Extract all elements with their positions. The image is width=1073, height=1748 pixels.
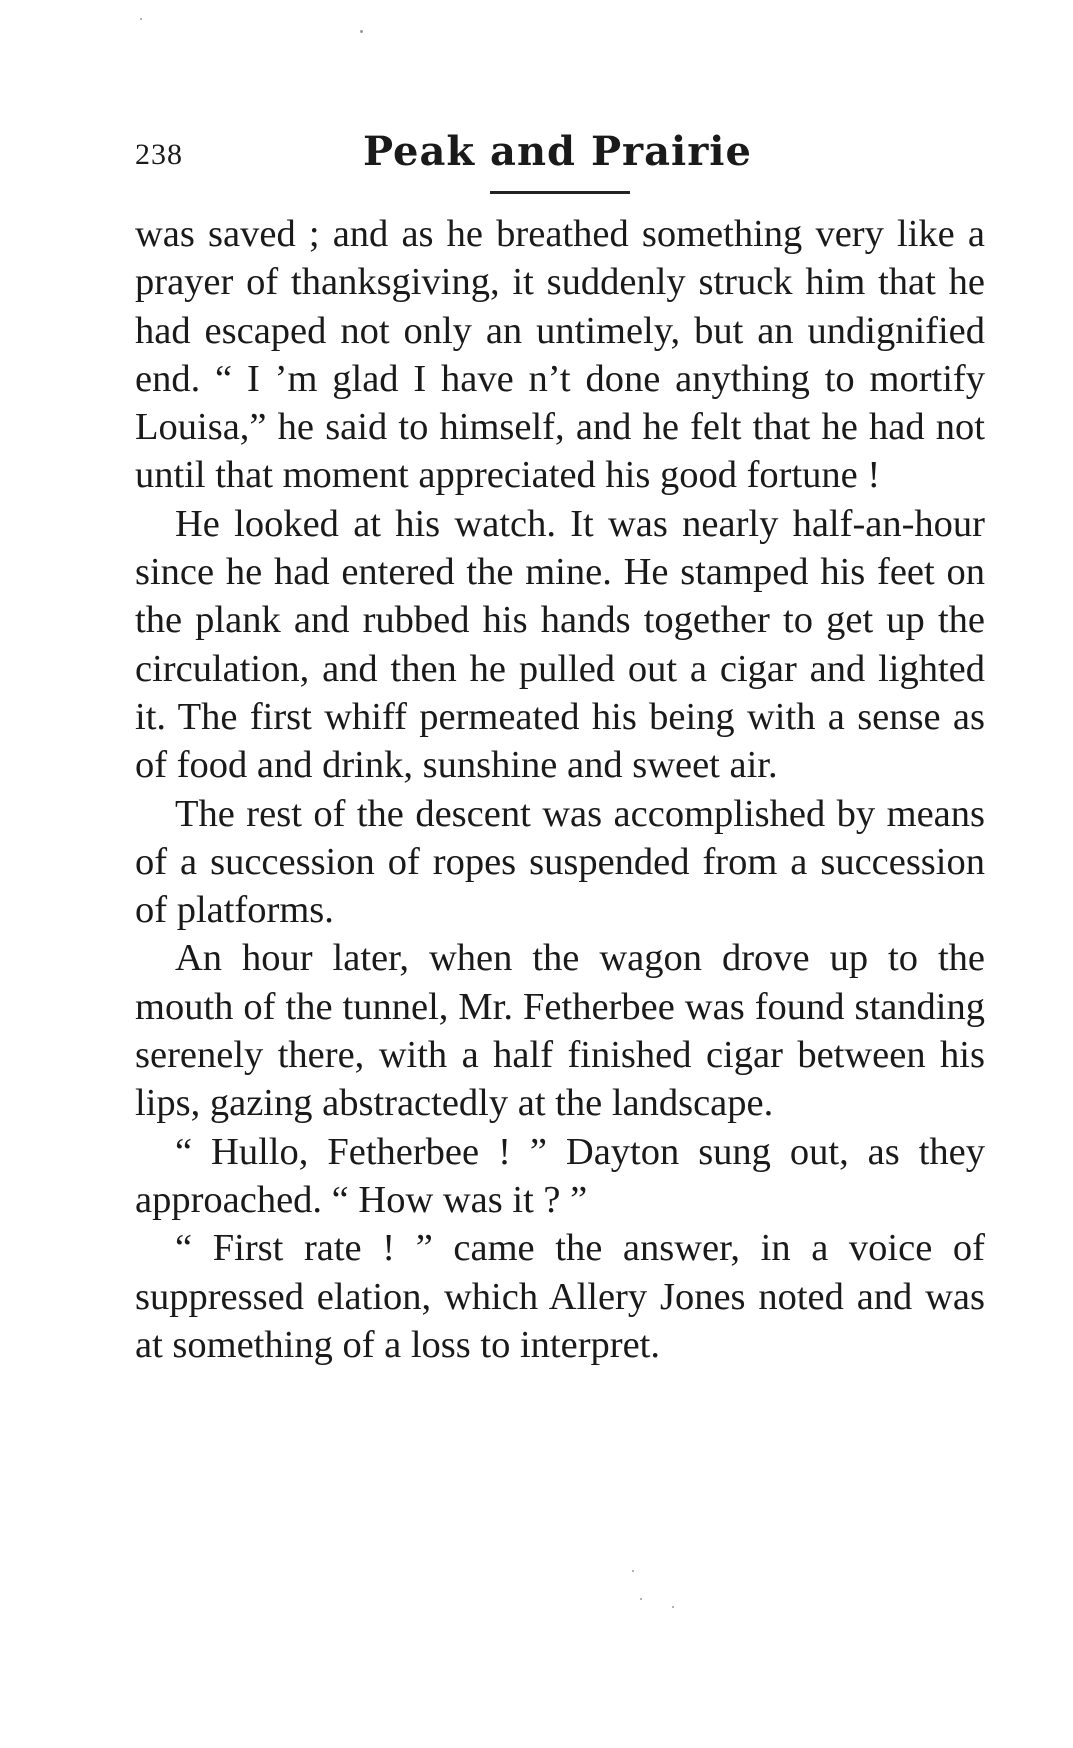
body-text [135, 210, 985, 1369]
paragraph: An hour later, when the wagon drove up to the mouth of the tunnel, Mr. Fetherbee was found standing serenely there, with a half finished cigar between his lips, gazing abstractedly at the landscape. [135, 937, 985, 1125]
paragraph: was saved ; and as he breathed something very like a prayer of thanksgiving, it suddenly struck him that he had escaped not only an untimely, but an undignified end. “ I ’m glad I have n’t done anything to mortify Louisa,” he said to himself, and he felt that he had not until that moment appreciated his good fortune ! [135, 213, 985, 497]
header-rule [490, 191, 630, 194]
running-title: Peak and Prairie [363, 128, 752, 175]
paper-speck [632, 1570, 634, 1572]
paper-speck [140, 18, 142, 20]
paragraph: The rest of the descent was accomplished by means of a succession of ropes suspended from a succession of platforms. [135, 792, 985, 932]
paragraph: “ First rate ! ” came the answer, in a voice of suppressed elation, which Allery Jones noted and was at something of a loss to interpret. [135, 1227, 985, 1366]
paragraph: “ Hullo, Fetherbee ! ” Dayton sung out, as they approached. “ How was it ? ” [135, 1130, 985, 1221]
paper-speck [640, 1598, 642, 1600]
page-header [135, 128, 980, 188]
paragraph: He looked at his watch. It was nearly half-an-hour since he had entered the mine. He stamped his feet on the plank and rubbed his hands together to get up the circulation, and then he pulled out a cigar and lighted it. The first whiff permeated his being with a sense as of food and drink, sunshine and sweet air. [135, 502, 985, 787]
page-number: 238 [135, 138, 183, 171]
paper-speck [360, 30, 363, 33]
paper-speck [672, 1606, 674, 1608]
